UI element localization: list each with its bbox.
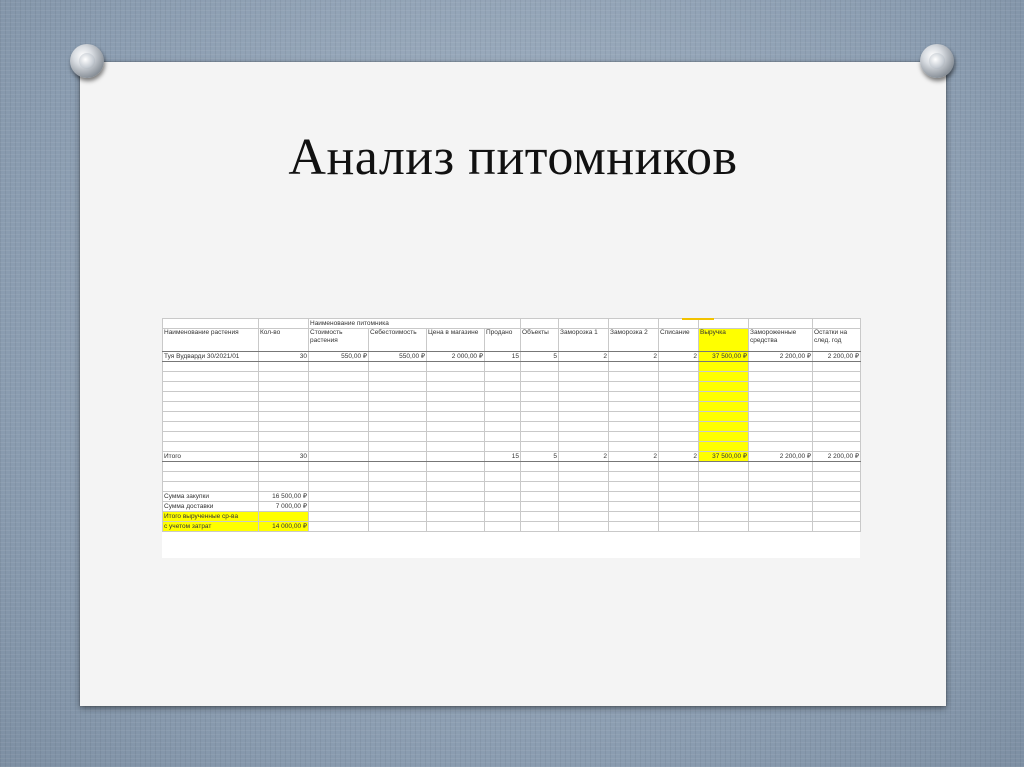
column-header: Себестоимость <box>369 329 427 352</box>
column-header: Заморозка 1 <box>559 329 609 352</box>
group-header-row <box>163 319 861 329</box>
pushpin-icon <box>70 44 104 78</box>
column-header: Кол-во <box>259 329 309 352</box>
purchase-value: 16 500,00 ₽ <box>259 492 309 502</box>
empty-row <box>163 412 861 422</box>
column-header: Наименование растения <box>163 329 259 352</box>
delivery-value: 7 000,00 ₽ <box>259 502 309 512</box>
table-row: Туя Вудварди 30/2021/01 30 550,00 ₽ 550,00 ₽ 2 000,00 ₽ 15 5 2 2 2 37 500,00 ₽ 2 200,00 ₽ 2 200,00 ₽ <box>164 352 860 360</box>
group-header: Наименование питомника <box>309 319 521 329</box>
total-row: Итого 30 15 5 2 2 2 37 500,00 ₽ 2 200,00 ₽ 2 200,00 ₽ <box>164 452 860 460</box>
summary-row <box>163 522 861 532</box>
column-header: Цена в магазине <box>427 329 485 352</box>
summary-row <box>163 502 861 512</box>
spreadsheet-image <box>162 318 860 558</box>
column-header: Объекты <box>521 329 559 352</box>
empty-row <box>163 472 861 482</box>
empty-row <box>163 482 861 492</box>
empty-row <box>163 362 861 372</box>
empty-row <box>163 422 861 432</box>
empty-row <box>163 432 861 442</box>
purchase-label: Сумма закупки <box>163 492 259 502</box>
empty-row <box>163 402 861 412</box>
header-row <box>163 329 861 352</box>
net-label: Итого вырученные ср-ва <box>163 512 259 522</box>
column-header: Заморозка 2 <box>609 329 659 352</box>
column-header: Замороженные средства <box>749 329 813 352</box>
nursery-table <box>162 318 861 532</box>
column-header: Стоимость растения <box>309 329 369 352</box>
summary-row <box>163 492 861 502</box>
selection-marker <box>682 318 714 320</box>
column-header: Остатки на след. год <box>813 329 861 352</box>
empty-row <box>163 442 861 452</box>
pushpin-icon <box>920 44 954 78</box>
empty-row <box>163 372 861 382</box>
net-label-cont: с учетом затрат <box>163 522 259 532</box>
column-header: Выручка <box>699 329 749 352</box>
delivery-label: Сумма доставки <box>163 502 259 512</box>
net-value: 14 000,00 ₽ <box>259 522 309 532</box>
slide-title: Анализ питомников <box>288 129 738 186</box>
empty-row <box>163 392 861 402</box>
summary-row <box>163 512 861 522</box>
empty-row <box>163 382 861 392</box>
column-header: Списание <box>659 329 699 352</box>
column-header: Продано <box>485 329 521 352</box>
empty-row <box>163 462 861 472</box>
